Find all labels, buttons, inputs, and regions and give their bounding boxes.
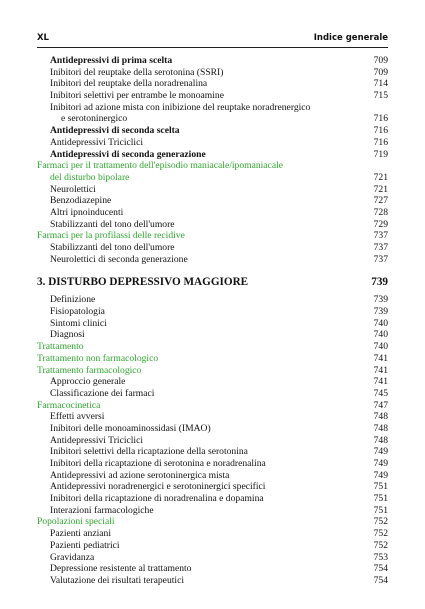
toc-entry	[37, 90, 388, 102]
toc-entry	[37, 306, 388, 318]
toc-entry	[37, 113, 388, 125]
toc-entry-title: Pazienti pediatrici	[50, 539, 120, 551]
toc-entry-page: 709	[373, 55, 388, 66]
toc-entry-title: Inibitori della ricaptazione di serotonina e noradrenalina	[50, 458, 266, 469]
toc-entry	[37, 505, 388, 517]
toc-entry-title: Definizione	[50, 294, 96, 306]
toc-entry	[37, 446, 388, 458]
toc-entry	[37, 102, 388, 114]
toc-entry	[37, 160, 388, 172]
toc-entry-page: 721	[373, 171, 388, 183]
toc-entry-page: 740	[373, 329, 388, 341]
toc-entry	[37, 493, 388, 505]
toc-entry-title: Antidepressivi di seconda generazione	[50, 148, 206, 160]
toc-entry	[37, 242, 388, 254]
toc-entry-page: 754	[373, 574, 388, 586]
toc-entry	[37, 318, 388, 330]
toc-entry-page: 721	[373, 183, 388, 195]
toc-entry	[37, 329, 388, 341]
running-header	[37, 33, 388, 47]
toc-entry-title: Benzodiazepine	[50, 195, 112, 207]
toc-entry	[37, 563, 388, 575]
toc-entry-title: Inibitori ad azione mista con inibizione del reuptake noradrenergico	[50, 101, 311, 113]
toc-entry-page: 719	[373, 148, 388, 160]
toc-entry	[37, 423, 388, 435]
toc-entry-title: Diagnosi	[50, 329, 85, 341]
header-section-title: Indice generale	[313, 33, 388, 43]
toc-entry-title: Stabilizzanti del tono dell'umore	[50, 218, 175, 230]
toc-entry-title: Inibitori selettivi della ricaptazione della serotonina	[50, 446, 248, 458]
header-page-number: XL	[37, 33, 49, 43]
toc-entry	[37, 552, 388, 564]
toc-entry-page: 751	[373, 504, 388, 516]
toc-entry-title: Pazienti anziani	[50, 528, 112, 540]
toc-entry	[37, 294, 388, 306]
toc-entry-title: Stabilizzanti del tono dell'umore	[50, 242, 175, 253]
toc-entry-title: Altri ipnoinducenti	[50, 206, 124, 218]
toc-entry-page: 748	[373, 434, 388, 446]
toc-entry-title: Depressione resistente al trattamento	[50, 563, 192, 575]
table-of-contents	[37, 55, 388, 587]
header-rule	[37, 47, 388, 48]
toc-entry-title: Farmaci per il trattamento dell'episodio maniacale/ipomaniacale	[37, 160, 284, 172]
toc-entry	[37, 575, 388, 587]
toc-entry-title: Inibitori del reuptake della serotonina (SSRI)	[50, 66, 224, 78]
toc-entry-page: 716	[373, 125, 388, 137]
toc-entry-page: 748	[373, 411, 388, 423]
toc-entry	[37, 184, 388, 196]
toc-entry-page: 728	[373, 206, 388, 218]
toc-entry-page: 739	[373, 294, 388, 306]
toc-entry-page: 747	[373, 399, 388, 411]
toc-entry	[37, 78, 388, 90]
toc-entry-page: 739	[371, 276, 388, 289]
toc-entry-page: 749	[373, 458, 388, 469]
toc-entry-page: 709	[373, 66, 388, 78]
toc-entry-title: 3. DISTURBO DEPRESSIVO MAGGIORE	[37, 276, 249, 289]
toc-entry-page: 714	[373, 78, 388, 90]
toc-entry-title: Antidepressivi ad azione serotoninergica mista	[50, 469, 230, 481]
toc-entry-title: Farmacocinetica	[37, 399, 101, 411]
toc-entry-page: 752	[373, 516, 388, 528]
toc-entry	[37, 540, 388, 552]
toc-entry-page: 716	[373, 113, 388, 125]
toc-entry	[37, 254, 388, 266]
toc-entry-title: Inibitori delle monoaminossidasi (IMAO)	[50, 422, 211, 434]
toc-entry-page: 740	[373, 317, 388, 329]
toc-entry	[37, 207, 388, 219]
toc-entry	[37, 376, 388, 388]
toc-entry-title: Antidepressivi di prima scelta	[50, 55, 173, 66]
toc-entry	[37, 149, 388, 161]
toc-entry-page: 741	[373, 352, 388, 364]
toc-entry-title: Inibitori del reuptake della noradrenalina	[50, 78, 208, 90]
toc-entry-title: Interazioni farmacologiche	[50, 504, 154, 516]
toc-entry-title: Valutazione dei risultati terapeutici	[50, 574, 184, 586]
toc-entry-title: Antidepressivi Triciclici	[50, 434, 144, 446]
toc-entry-page: 737	[373, 230, 388, 242]
toc-entry-title: Inibitori selettivi per entrambe le monoamine	[50, 90, 224, 102]
toc-entry	[37, 172, 388, 184]
toc-entry	[37, 435, 388, 447]
toc-entry-title: Approccio generale	[50, 376, 126, 388]
toc-entry	[37, 67, 388, 79]
toc-entry-title: Neurolettici di seconda generazione	[50, 253, 188, 265]
toc-entry-page: 749	[373, 469, 388, 481]
toc-entry	[37, 528, 388, 540]
toc-entry-title: Neurolettici	[50, 183, 96, 195]
toc-entry	[37, 230, 388, 242]
toc-entry-title: Trattamento non farmacologico	[37, 352, 159, 364]
toc-entry-page: 729	[373, 218, 388, 230]
toc-entry-page: 751	[373, 493, 388, 505]
toc-entry	[37, 400, 388, 412]
toc-entry-title: Farmaci per la profilassi delle recidive	[37, 230, 185, 242]
toc-entry	[37, 365, 388, 377]
toc-entry-page: 740	[373, 341, 388, 353]
toc-entry-title: Inibitori della ricaptazione di noradrenalina e dopamina	[50, 493, 264, 505]
toc-entry-title: Antidepressivi di seconda scelta	[50, 125, 180, 137]
toc-entry-title: e serotoninergico	[61, 113, 128, 125]
toc-entry-title: Classificazione dei farmaci	[50, 387, 155, 399]
toc-entry	[37, 388, 388, 400]
toc-entry-page: 752	[373, 528, 388, 540]
toc-entry-page: 741	[373, 376, 388, 388]
toc-entry-title: Trattamento	[37, 341, 84, 353]
toc-entry-title: Fisiopatologia	[50, 306, 105, 318]
toc-entry-page: 716	[373, 136, 388, 148]
toc-entry	[37, 458, 388, 470]
toc-entry	[37, 219, 388, 231]
toc-entry-title: Gravidanza	[50, 551, 95, 563]
toc-entry	[37, 195, 388, 207]
toc-entry-title: Sintomi clinici	[50, 317, 107, 329]
toc-entry-page: 749	[373, 446, 388, 458]
toc-chapter-heading	[37, 273, 388, 291]
toc-entry-page: 754	[373, 563, 388, 575]
toc-entry-page: 741	[373, 364, 388, 376]
toc-entry-page: 745	[373, 387, 388, 399]
toc-entry-page: 748	[373, 422, 388, 434]
toc-entry	[37, 341, 388, 353]
toc-entry-page: 752	[373, 539, 388, 551]
toc-entry	[37, 481, 388, 493]
toc-entry-title: Antidepressivi noradrenergici e serotoninergici specifici	[50, 481, 266, 493]
toc-entry	[37, 353, 388, 365]
toc-entry-title: del disturbo bipolare	[50, 171, 130, 183]
toc-entry-page: 737	[373, 253, 388, 265]
toc-entry-page: 715	[373, 90, 388, 102]
toc-entry-page: 737	[373, 242, 388, 253]
toc-entry	[37, 125, 388, 137]
toc-entry-page: 727	[373, 195, 388, 207]
toc-entry	[37, 411, 388, 423]
toc-entry	[37, 470, 388, 482]
toc-entry	[37, 516, 388, 528]
toc-entry-title: Trattamento farmacologico	[37, 364, 142, 376]
toc-entry-title: Antidepressivi Triciclici	[50, 136, 144, 148]
toc-entry-title: Popolazioni speciali	[37, 516, 115, 528]
toc-entry-title: Effetti avversi	[50, 411, 105, 423]
toc-entry	[37, 55, 388, 67]
toc-entry-page: 753	[373, 551, 388, 563]
toc-entry	[37, 137, 388, 149]
toc-entry-page: 751	[373, 481, 388, 493]
toc-entry-page: 739	[373, 306, 388, 318]
